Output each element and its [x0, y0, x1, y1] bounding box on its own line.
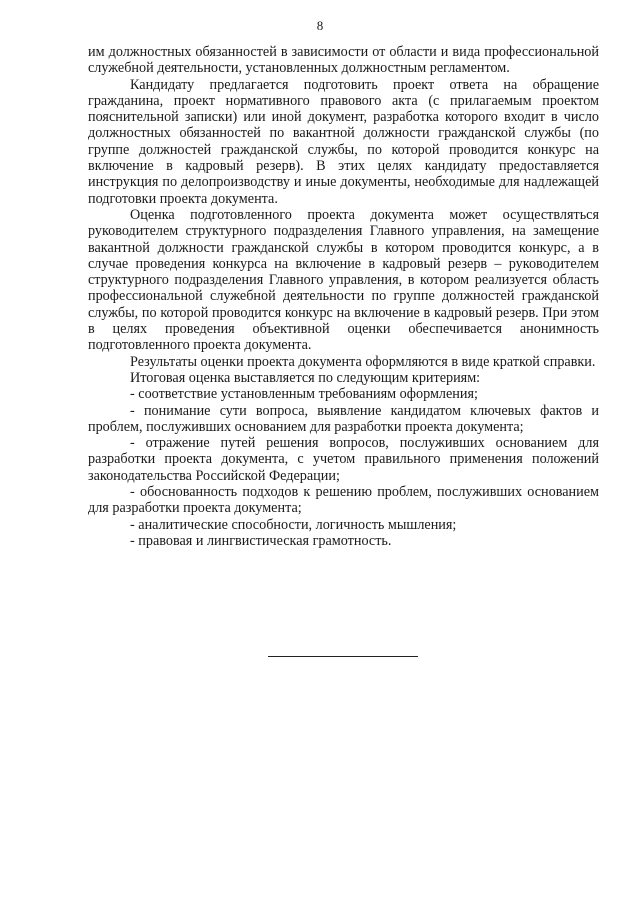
criteria-item-understanding: - понимание сути вопроса, выявление кандидатом ключевых фактов и проблем, послуживших основанием для разработки проекта документа; — [88, 402, 599, 435]
criteria-item-formatting: - соответствие установленным требованиям оформления; — [130, 386, 478, 403]
paragraph-candidate-task: Кандидату предлагается подготовить проект ответа на обращение гражданина, проект нормативного правового акта (с прилагаемым проектом пояснительной записки) или иной документ, разработка которого входит в число должностных обязанностей по вакантной должности гражданской службы (по группе должностей гражданской службы, по которой проводится конкурс на включение в кадровый резерв). В этих целях кандидату предоставляется инструкция по делопроизводству и иные документы, необходимые для надлежащей подготовки проекта документа. — [88, 76, 599, 207]
paragraph-duties-continuation: им должностных обязанностей в зависимости от области и вида профессиональной служебной деятельности, установленных должностным регламентом. — [88, 44, 599, 77]
criteria-item-literacy: - правовая и лингвистическая грамотность. — [130, 532, 392, 549]
paragraph-results: Результаты оценки проекта документа оформляются в виде краткой справки. — [130, 353, 596, 370]
paragraph-evaluation: Оценка подготовленного проекта документа может осуществляться руководителем структурного подразделения Главного управления, на замещение вакантной должности гражданской службы в котором проводится конкурс, а в случае проведения конкурса на включение в кадровый резерв – руководителем структурного подразделения Главного управления, в котором реализуется область профессиональной служебной деятельности по группе должностей гражданской службы, по которой проводится конкурс на включение в кадровый резерв. При этом в целях проведения объективной оценки обеспечивается анонимность подготовленного проекта документа. — [88, 206, 599, 354]
page-number: 8 — [316, 18, 324, 33]
body-text — [88, 44, 599, 549]
criteria-item-approaches: - обоснованность подходов к решению проблем, послуживших основанием для разработки проекта документа; — [88, 484, 599, 517]
criteria-item-analytical: - аналитические способности, логичность мышления; — [130, 516, 457, 533]
criteria-item-solutions: - отражение путей решения вопросов, послуживших основанием для разработки проекта документа, с учетом правильного применения положений законодательства Российской Федерации; — [88, 435, 599, 484]
paragraph-criteria-intro: Итоговая оценка выставляется по следующим критериям: — [130, 369, 481, 386]
end-separator-line — [268, 656, 418, 657]
